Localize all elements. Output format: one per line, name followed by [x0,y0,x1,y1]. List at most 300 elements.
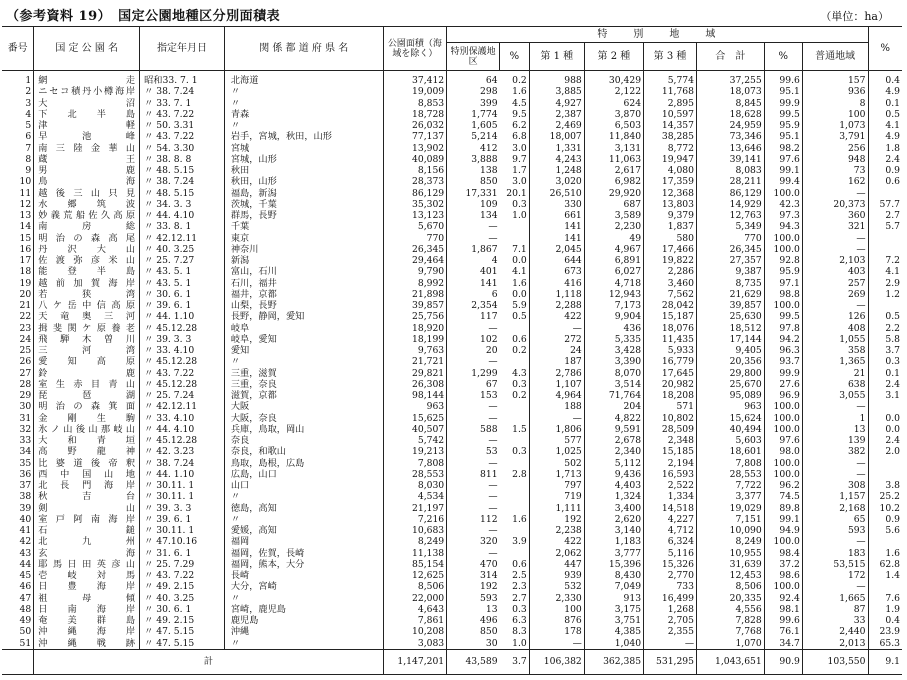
prefectures: 富山，石川 [224,266,383,277]
special-protection: 470 [480,558,498,570]
class2-area: 1,183 [584,536,643,547]
table-row [2,221,902,232]
row-no: 24 [2,334,34,345]
ordinary-area: 308 [802,480,868,491]
special-protection-pct: 2.7 [500,593,530,604]
class1-area: 502 [529,458,584,469]
special-total-pct: 99.9 [764,368,802,379]
special-protection: 850 [480,176,498,188]
special-total: 10,090 [697,525,765,536]
special-protection-pct: 1.0 [500,638,530,650]
special-total-pct: 98.4 [764,548,802,559]
class1-area: 1,118 [529,289,584,300]
prefectures: 滋賀，京都 [224,390,383,401]
table-row [2,424,902,435]
ordinary-pct: 2.4 [885,378,900,390]
special-total: 8,083 [697,165,765,176]
row-no: 27 [2,368,34,379]
class3-area: 12,368 [644,188,697,199]
special-protection: — [488,491,498,503]
special-total-pct: 96.3 [764,345,802,356]
class1-area: 2,288 [529,300,584,311]
park-area: 9,790 [383,266,447,277]
special-protection-pct [500,458,530,469]
row-no: 46 [2,581,34,592]
unit-label: （単位：ha） [820,10,889,23]
park-area: 86,129 [383,188,447,199]
special-protection-pct: 0.2 [500,390,530,401]
row-no: 48 [2,604,34,615]
ordinary-area: — [802,469,868,480]
designation-date: 〃 42. 3.23 [140,446,225,457]
ordinary-area: 8 [802,98,868,109]
class2-area: 9,436 [584,469,643,480]
class3-area: 16,499 [644,593,697,604]
class3-area: 15,185 [644,446,697,457]
ordinary-pct: 0.9 [885,165,900,176]
row-no: 6 [2,131,34,142]
table-row [2,390,902,401]
table-row [2,581,902,592]
table-row [2,638,902,650]
table-row [2,536,902,547]
special-protection-pct: 20.1 [500,188,530,199]
ordinary-pct: 57.7 [879,198,900,210]
ordinary-pct: 3.1 [885,390,900,401]
special-total-pct: 97.8 [764,323,802,334]
special-total: 73,346 [697,131,765,142]
class2-area: 4,822 [584,413,643,424]
park-area: 77,137 [383,131,447,142]
class3-area: 14,357 [644,120,697,131]
special-protection-pct: 4.1 [500,266,530,277]
park-area: 18,728 [383,109,447,120]
ordinary-area: 53,515 [802,559,868,570]
special-total-pct: 97.3 [764,210,802,221]
designation-date: 〃 45.12.28 [140,435,225,446]
table-row [2,244,902,255]
special-protection: 314 [480,570,498,581]
special-total-pct: 100.0 [764,188,802,199]
ordinary-area: 172 [802,570,868,581]
park-area: 40,089 [383,154,447,165]
special-total-pct: 95.1 [764,131,802,142]
ordinary-pct: 3.8 [885,480,900,491]
header-pct3: % [868,27,902,71]
special-total: 4,556 [697,604,765,615]
ordinary-pct: 23.9 [879,626,900,638]
ordinary-pct [868,469,902,480]
special-total-pct: 94.9 [764,525,802,536]
ordinary-pct: 0.0 [885,412,900,424]
ordinary-pct: 2.4 [885,153,900,165]
ordinary-pct [868,188,902,199]
special-protection: 412 [480,142,498,154]
prefectures: 広島，山口 [224,469,383,480]
special-total: 28,211 [697,176,765,187]
special-total-pct: 100.0 [764,424,802,435]
table-row [2,593,902,604]
special-protection-pct [500,413,530,424]
park-area: 85,154 [383,559,447,570]
park-area: 7,808 [383,458,447,469]
class3-area: 10,597 [644,109,697,120]
special-total: 27,357 [697,255,765,266]
class2-area: 4,718 [584,278,643,289]
special-protection: 298 [480,86,498,98]
ordinary-pct: 4.9 [885,86,900,98]
ordinary-area: 139 [802,435,868,446]
special-protection: — [488,412,498,424]
special-protection: 1,605 [471,120,498,131]
prefectures: 岐阜，愛知 [224,334,383,345]
park-name: 男鹿 [34,165,140,176]
header-total: 合 計 [697,43,765,71]
class1-area: 939 [529,570,584,581]
special-total-pct: 92.8 [764,255,802,266]
park-area: 26,345 [383,244,447,255]
class3-area: 4,712 [644,525,697,536]
prefectures: 神奈川 [224,244,383,255]
park-area: 19,213 [383,446,447,457]
park-name: 室戸阿南海岸 [34,514,140,525]
ordinary-area: 256 [802,143,868,154]
special-protection: 153 [480,390,498,401]
ordinary-pct: 0.4 [885,75,900,86]
special-total-pct: 94.2 [764,334,802,345]
prefectures: 愛知 [224,345,383,356]
class1-area: 330 [529,199,584,210]
total-special: 1,043,651 [697,649,765,674]
row-no: 30 [2,401,34,412]
special-protection-pct: 1.6 [500,86,530,97]
total-ordinary-pct: 9.1 [868,649,902,674]
class3-area: 2,705 [644,615,697,626]
row-no: 8 [2,154,34,165]
table-row [2,548,902,559]
class3-area: 2,895 [644,98,697,109]
table-row [2,289,902,300]
park-name: 奄美群島 [34,615,140,626]
special-protection: — [488,457,498,469]
prefectures: 〃 [224,86,383,97]
designation-date: 〃 25. 7.24 [140,390,225,401]
special-protection: 112 [480,513,498,525]
class1-area: 187 [529,356,584,367]
special-protection-pct: 2.3 [500,581,530,592]
row-no: 5 [2,120,34,131]
class1-area: 447 [529,559,584,570]
ordinary-pct [868,581,902,592]
special-total: 15,624 [697,413,765,424]
special-total: 24,959 [697,120,765,131]
row-no: 31 [2,413,34,424]
ordinary-pct: 7.6 [885,592,900,604]
designation-date: 〃 43. 7.22 [140,368,225,379]
class1-area: 416 [529,278,584,289]
row-no: 4 [2,109,34,120]
class3-area: 38,285 [644,131,697,142]
row-no: 21 [2,300,34,311]
table-row [2,71,902,87]
row-no: 20 [2,289,34,300]
header-cls1: 第 1 種 [529,43,584,71]
prefectures: 〃 [224,120,383,131]
special-protection-pct [500,356,530,367]
designation-date: 〃 38. 7.24 [140,458,225,469]
class1-area: 2,062 [529,548,584,559]
park-area: 28,373 [383,176,447,187]
class1-area: 673 [529,266,584,277]
special-protection-pct: 0.2 [500,345,530,356]
special-protection: 496 [480,615,498,626]
class3-area: 20,982 [644,379,697,390]
park-name: 金剛生駒 [34,413,140,424]
designation-date: 〃 30.11. 1 [140,480,225,491]
class1-area: 1,713 [529,469,584,480]
park-name: 飛騨木曽川 [34,334,140,345]
special-total-pct: 93.7 [764,356,802,367]
designation-date: 〃 43. 5. 1 [140,278,225,289]
special-protection-pct [500,491,530,502]
row-no: 11 [2,188,34,199]
special-protection: — [488,356,498,368]
table-row [2,278,902,289]
table-row [2,188,902,199]
class2-area: 2,620 [584,514,643,525]
class2-area: 2,678 [584,435,643,446]
park-area-table [2,26,902,675]
ordinary-area: 358 [802,345,868,356]
table-row [2,514,902,525]
ordinary-pct: 2.9 [885,277,900,289]
special-total: 13,646 [697,143,765,154]
table-row [2,559,902,570]
special-protection: 401 [480,266,498,278]
ordinary-pct [868,536,902,547]
ordinary-pct: 5.7 [885,221,900,233]
ordinary-area: 21 [802,368,868,379]
row-no: 15 [2,233,34,244]
class3-area: 5,116 [644,548,697,559]
prefectures: 秋田，山形 [224,176,383,187]
ordinary-pct: 25.2 [879,491,900,503]
special-protection-pct: 0.3 [500,199,530,210]
class1-area: 2,786 [529,368,584,379]
ordinary-pct: 4.1 [885,120,900,131]
park-area: 5,742 [383,435,447,446]
special-total: 7,722 [697,480,765,491]
special-protection: 13 [485,603,498,615]
park-area: 37,412 [383,71,447,87]
class1-area: 3,020 [529,176,584,187]
class2-area: 7,049 [584,581,643,592]
park-area: 13,902 [383,143,447,154]
ordinary-area: — [802,188,868,199]
designation-date: 〃 30.11. 1 [140,525,225,536]
park-name: 北九州 [34,536,140,547]
ordinary-pct [868,401,902,412]
special-total-pct: 98.2 [764,143,802,154]
prefectures: 大阪，奈良 [224,413,383,424]
class2-area: 49 [584,233,643,244]
row-no: 12 [2,199,34,210]
special-protection: 141 [480,277,498,289]
special-protection-pct: 2.5 [500,570,530,581]
ordinary-pct: 1.9 [885,603,900,615]
class3-area: 8,772 [644,143,697,154]
class3-area: 19,822 [644,255,697,266]
special-total-pct: 95.9 [764,120,802,131]
special-protection: 30 [485,637,498,649]
class1-area: 1,107 [529,379,584,390]
special-protection-pct: 8.3 [500,626,530,637]
park-name: 網走 [34,71,140,87]
special-protection: 2,354 [471,300,498,311]
special-protection: — [488,401,498,413]
ordinary-pct: 65.3 [879,637,900,649]
special-protection: 811 [480,468,498,480]
ordinary-area: 257 [802,278,868,289]
special-total-pct: 27.6 [764,379,802,390]
park-area: 8,249 [383,536,447,547]
ordinary-area: 321 [802,221,868,232]
ordinary-pct: 0.5 [885,108,900,120]
class3-area: 16,779 [644,356,697,367]
designation-date: 〃 39. 6. 1 [140,514,225,525]
class2-area: 7,173 [584,300,643,311]
park-area: 98,144 [383,390,447,401]
special-total: 8,845 [697,98,765,109]
table-row [2,131,902,142]
row-no: 28 [2,379,34,390]
ordinary-pct: 0.1 [885,97,900,109]
designation-date: 〃 33. 8. 1 [140,221,225,232]
ordinary-area: 593 [802,525,868,536]
special-total: 7,808 [697,458,765,469]
class1-area: 876 [529,615,584,626]
class1-area: 2,330 [529,593,584,604]
row-no: 16 [2,244,34,255]
special-protection-pct: 0.3 [500,604,530,615]
ordinary-pct: 62.8 [879,558,900,570]
class1-area: 661 [529,210,584,221]
ordinary-area: — [802,300,868,311]
special-total: 9,387 [697,266,765,277]
prefectures: 東京 [224,233,383,244]
special-total: 28,553 [697,469,765,480]
special-total: 12,453 [697,570,765,581]
special-protection: 17,331 [465,187,498,199]
special-protection-pct [500,323,530,334]
prefectures: 鳥取，島根，広島 [224,458,383,469]
special-total: 9,405 [697,345,765,356]
row-no: 36 [2,469,34,480]
designation-date: 〃 30. 6. 1 [140,289,225,300]
table-row [2,626,902,637]
class1-area: 1,331 [529,143,584,154]
table-row [2,154,902,165]
park-area: 7,216 [383,514,447,525]
class2-area: 6,503 [584,120,643,131]
park-name: 日南海岸 [34,604,140,615]
table-row [2,356,902,367]
ordinary-area: 126 [802,311,868,322]
class2-area: 3,390 [584,356,643,367]
ordinary-area: 1,157 [802,491,868,502]
special-protection-pct [500,480,530,491]
park-name: 南房総 [34,221,140,232]
special-protection-pct: 0.2 [500,71,530,87]
park-area: 39,857 [383,300,447,311]
special-total-pct: 98.0 [764,446,802,457]
special-total: 5,349 [697,221,765,232]
class1-area: 3,885 [529,86,584,97]
row-no: 23 [2,323,34,334]
total-label: 計 [34,649,383,674]
class1-area: 272 [529,334,584,345]
class1-area: 141 [529,221,584,232]
special-total: 40,494 [697,424,765,435]
ordinary-area: 13 [802,424,868,435]
header-sp-protect: 特別保護地区 [447,43,500,71]
class1-area: — [529,413,584,424]
park-name: 琵琶湖 [34,390,140,401]
park-name: 揖斐関ケ原養老 [34,323,140,334]
designation-date: 〃 38. 7.24 [140,86,225,97]
special-total: 39,141 [697,154,765,165]
total-sp-protect-pct: 3.7 [500,649,530,674]
class3-area: 2,194 [644,458,697,469]
special-total-pct: 99.4 [764,176,802,187]
ordinary-area: 3,055 [802,390,868,401]
row-no: 44 [2,559,34,570]
special-total: 14,929 [697,199,765,210]
class2-area: 3,131 [584,143,643,154]
designation-date: 〃 43. 7.22 [140,570,225,581]
special-protection-pct [500,548,530,559]
class1-area: 577 [529,435,584,446]
park-name: 比婆道後帝釈 [34,458,140,469]
prefectures: 〃 [224,514,383,525]
park-name: 耶馬日田英彦山 [34,559,140,570]
table-row [2,446,902,457]
designation-date: 〃 49. 2.15 [140,581,225,592]
ordinary-pct: 2.0 [885,446,900,458]
ordinary-pct [868,458,902,469]
special-protection-pct: 3.0 [500,176,530,187]
designation-date: 〃 30. 6. 1 [140,604,225,615]
class1-area: 192 [529,514,584,525]
park-name: 愛知高原 [34,356,140,367]
special-protection-pct: 7.1 [500,244,530,255]
park-name: 玄海 [34,548,140,559]
park-area: 8,506 [383,581,447,592]
special-total: 95,089 [697,390,765,401]
park-name: 北長門海岸 [34,480,140,491]
special-protection-pct: 1.7 [500,165,530,176]
ordinary-area: — [802,401,868,412]
class2-area: 3,175 [584,604,643,615]
row-no: 49 [2,615,34,626]
special-protection: 109 [480,198,498,210]
ordinary-pct: 0.3 [885,356,900,368]
special-total-pct: 100.0 [764,536,802,547]
class3-area: 13,803 [644,199,697,210]
special-protection: 1,299 [471,367,498,379]
ordinary-pct: 3.7 [885,345,900,356]
class2-area: 913 [584,593,643,604]
